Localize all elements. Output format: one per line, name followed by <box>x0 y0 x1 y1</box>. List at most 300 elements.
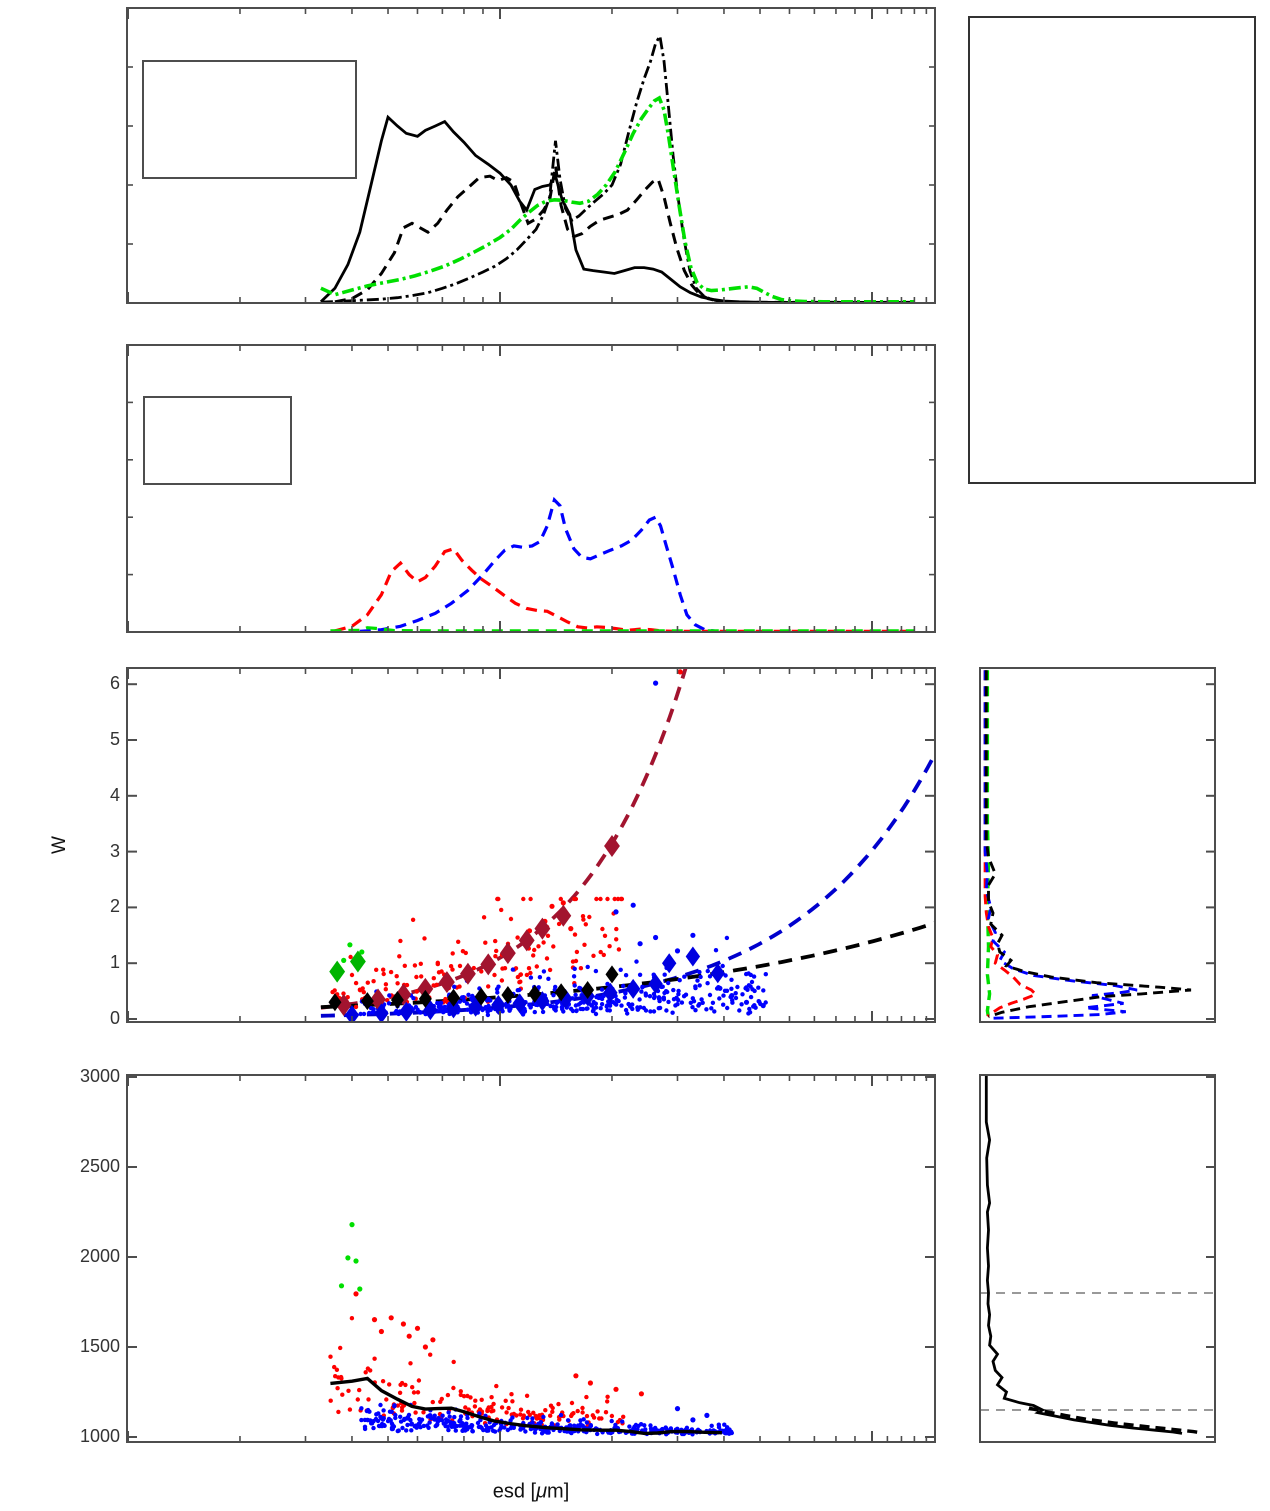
floc-points <box>697 1002 701 1006</box>
floc-points <box>359 1418 363 1422</box>
floc-points <box>486 1004 490 1008</box>
floc-points <box>371 1419 375 1423</box>
red-outlier-point <box>639 1391 644 1396</box>
bedagg-points <box>368 1368 372 1372</box>
floc-points <box>492 1423 496 1427</box>
floc-points <box>539 1420 543 1424</box>
floc-points <box>672 997 676 1001</box>
bedagg-points <box>500 978 504 982</box>
bedagg-points <box>519 972 523 976</box>
floc-points <box>359 1406 363 1410</box>
bedagg-points <box>384 1397 388 1401</box>
floc-points <box>459 1414 463 1418</box>
floc-points <box>435 1001 439 1005</box>
bedagg-points <box>598 897 602 901</box>
bedagg-points <box>354 981 358 985</box>
bedagg-points <box>587 915 591 919</box>
bedagg-points <box>614 927 618 931</box>
bedagg-points <box>333 1374 337 1378</box>
diamond-bedagg-median <box>439 971 455 993</box>
floc-points <box>440 1414 444 1418</box>
floc-points <box>408 1418 412 1422</box>
bedagg-points <box>464 951 468 955</box>
floc-points <box>747 1007 751 1011</box>
floc-points <box>662 991 666 995</box>
bedagg-points <box>438 1400 442 1404</box>
bedagg-points <box>525 1394 529 1398</box>
floc-points <box>752 989 756 993</box>
bedagg-points <box>585 1414 589 1418</box>
d-y-tick-label: 3000 <box>79 1066 120 1086</box>
floc-points <box>648 994 652 998</box>
bedagg-points <box>570 1401 574 1405</box>
floc-points <box>680 1000 684 1004</box>
red-outlier-point <box>678 669 683 674</box>
bedagg-points <box>600 927 604 931</box>
floc-points <box>676 992 680 996</box>
floc-points <box>551 1004 555 1008</box>
floc-points <box>693 986 697 990</box>
floc-points <box>676 998 680 1002</box>
diamond-bedagg-median <box>500 942 516 964</box>
floc-points <box>722 1423 726 1427</box>
floc-points <box>418 1010 422 1014</box>
bedagg-points <box>493 954 497 958</box>
green-outlier-point <box>347 942 352 947</box>
bedagg-points <box>446 1393 450 1397</box>
floc-points <box>426 1426 430 1430</box>
bedagg-points <box>395 974 399 978</box>
floc-points <box>623 995 627 999</box>
bedagg-points <box>604 1410 608 1414</box>
floc-points <box>551 993 555 997</box>
blue-outlier-point <box>631 903 636 908</box>
bedagg-points <box>366 981 370 985</box>
floc-points <box>652 996 656 1000</box>
floc-points <box>449 1420 453 1424</box>
floc-points <box>450 1425 454 1429</box>
diamond-floc-median <box>662 953 676 973</box>
floc-points <box>538 975 542 979</box>
bedagg-points <box>397 954 401 958</box>
floc-points <box>362 1012 366 1016</box>
floc-points <box>441 1010 445 1014</box>
c-y-tick-label: 0 <box>109 1008 120 1028</box>
green-outlier-point <box>339 1283 344 1288</box>
floc-points <box>572 1424 576 1428</box>
floc-points <box>671 988 675 992</box>
bedagg-points <box>384 987 388 991</box>
floc-points <box>670 1011 674 1015</box>
bedagg-points <box>437 970 441 974</box>
red-outlier-point <box>407 1334 412 1339</box>
floc-points <box>460 995 464 999</box>
bedagg-points <box>350 1316 354 1320</box>
panel-b-x-ticks <box>128 345 926 632</box>
diamond-bedagg-median <box>604 835 620 857</box>
series-floc <box>360 500 718 631</box>
bedagg-points <box>372 1357 376 1361</box>
panel-a-plot-area <box>321 36 915 302</box>
floc-points <box>752 974 756 978</box>
floc-points <box>409 1428 413 1432</box>
bedagg-points <box>374 968 378 972</box>
panel-d-x-ticks <box>128 1075 926 1442</box>
red-outlier-point <box>549 904 554 909</box>
floc-points <box>678 978 682 982</box>
blue-outlier-point <box>729 993 734 998</box>
floc-points <box>623 991 627 995</box>
bedagg-points <box>605 1395 609 1399</box>
floc-points <box>663 973 667 977</box>
bedagg-points <box>496 897 500 901</box>
blue-outlier-point <box>704 1413 709 1418</box>
floc-points <box>400 1426 404 1430</box>
red-outlier-point <box>561 900 566 905</box>
floc-points <box>632 1425 636 1429</box>
bedagg-points <box>431 1400 435 1404</box>
floc-points <box>493 1429 497 1433</box>
blue-outlier-point <box>744 1000 749 1005</box>
floc-points <box>652 1009 656 1013</box>
bedagg-points <box>458 964 462 968</box>
bedagg-points <box>605 897 609 901</box>
floc-points <box>393 1413 397 1417</box>
green-outlier-point <box>345 1255 350 1260</box>
floc-points <box>729 987 733 991</box>
green-outlier-point <box>341 958 346 963</box>
bedagg-points <box>411 918 415 922</box>
floc-points <box>573 993 577 997</box>
blue-outlier-point <box>690 933 695 938</box>
bedagg-points <box>518 1412 522 1416</box>
red-outlier-point <box>568 926 573 931</box>
bedagg-points <box>613 897 617 901</box>
floc-points <box>620 1419 624 1423</box>
x-axis-label: esd [μm] <box>492 1480 570 1503</box>
bedagg-points <box>599 950 603 954</box>
floc-points <box>444 1420 448 1424</box>
floc-points <box>398 1415 402 1419</box>
bedagg-points <box>582 943 586 947</box>
bedagg-points <box>473 1404 477 1408</box>
bedagg-points <box>422 936 426 940</box>
floc-points <box>756 986 760 990</box>
bedagg-points <box>610 1414 614 1418</box>
floc-points <box>378 1403 382 1407</box>
density-median-line <box>330 1379 722 1434</box>
bedagg-points <box>479 969 483 973</box>
blue-outlier-point <box>717 986 722 991</box>
diamond-floc-median <box>626 979 640 999</box>
floc-points <box>635 1005 639 1009</box>
floc-points <box>695 978 699 982</box>
bedagg-points <box>382 972 386 976</box>
floc-points <box>574 1003 578 1007</box>
floc-points <box>446 1410 450 1414</box>
bedagg-points <box>528 897 532 901</box>
profile-all <box>986 670 1191 1017</box>
bedagg-points <box>410 1385 414 1389</box>
red-outlier-point <box>389 1315 394 1320</box>
bedagg-points <box>387 1382 391 1386</box>
bedagg-points <box>509 1392 513 1396</box>
bedagg-points <box>493 939 497 943</box>
panel-d-plot-area <box>328 1222 734 1437</box>
bedagg-points <box>451 951 455 955</box>
bedagg-points <box>398 939 402 943</box>
bedagg-points <box>335 1386 339 1390</box>
floc-points <box>735 985 739 989</box>
bedagg-points <box>548 1414 552 1418</box>
red-outlier-point <box>415 1326 420 1331</box>
bedagg-points <box>456 940 460 944</box>
floc-points <box>594 969 598 973</box>
bedagg-points <box>594 897 598 901</box>
red-outlier-point <box>613 1387 618 1392</box>
bedagg-points <box>340 1393 344 1397</box>
floc-points <box>690 1005 694 1009</box>
floc-points <box>525 1416 529 1420</box>
bedagg-points <box>364 1370 368 1374</box>
floc-points <box>634 959 638 963</box>
floc-points <box>600 987 604 991</box>
floc-points <box>477 1425 481 1429</box>
floc-points <box>379 1416 383 1420</box>
floc-points <box>452 1415 456 1419</box>
c-y-tick-label: 5 <box>109 729 120 749</box>
floc-points <box>394 1009 398 1013</box>
floc-points <box>761 988 765 992</box>
bedagg-points <box>416 1390 420 1394</box>
red-outlier-point <box>353 1291 358 1296</box>
bedagg-points <box>358 988 362 992</box>
bedagg-points <box>525 973 529 977</box>
floc-points <box>578 1418 582 1422</box>
bedagg-points <box>515 935 519 939</box>
floc-points <box>594 995 598 999</box>
bedagg-points <box>579 966 583 970</box>
bedagg-points <box>521 1416 525 1420</box>
floc-points <box>371 1426 375 1430</box>
bedagg-points <box>510 1399 514 1403</box>
c-y-tick-label: 1 <box>109 952 120 973</box>
bedagg-points <box>503 966 507 970</box>
blue-outlier-point <box>638 941 643 946</box>
floc-points <box>729 1430 733 1434</box>
bedagg-points <box>619 897 623 901</box>
floc-points <box>599 1006 603 1010</box>
bedagg-points <box>556 1402 560 1406</box>
floc-points <box>744 972 748 976</box>
panel-b-plot-area <box>330 500 914 631</box>
floc-points <box>749 995 753 999</box>
bedagg-points <box>400 1405 404 1409</box>
floc-points <box>579 1424 583 1428</box>
floc-points <box>644 1008 648 1012</box>
bedagg-points <box>354 1005 358 1009</box>
floc-points <box>739 1002 743 1006</box>
floc-points <box>589 1423 593 1427</box>
floc-points <box>628 1004 632 1008</box>
floc-points <box>614 1002 618 1006</box>
floc-points <box>725 1427 729 1431</box>
floc-points <box>413 1424 417 1428</box>
floc-points <box>521 1012 525 1016</box>
floc-points <box>428 1413 432 1417</box>
bedagg-points <box>575 950 579 954</box>
floc-points <box>709 1006 713 1010</box>
floc-points <box>466 993 470 997</box>
floc-points <box>485 1427 489 1431</box>
bedagg-points <box>546 934 550 938</box>
floc-points <box>399 1419 403 1423</box>
profile-bedagg <box>985 670 1036 1016</box>
panel-c-y-label: W <box>49 836 70 854</box>
floc-points <box>541 1010 545 1014</box>
bedagg-points <box>492 973 496 977</box>
bedagg-points <box>451 1386 455 1390</box>
floc-points <box>666 981 670 985</box>
bedagg-points <box>595 1409 599 1413</box>
panel-b-frame <box>127 345 935 632</box>
floc-points <box>559 1413 563 1417</box>
blue-outlier-point <box>675 1406 680 1411</box>
floc-points <box>366 1418 370 1422</box>
panel-f-plot-area <box>980 1076 1215 1434</box>
bedagg-points <box>381 968 385 972</box>
red-outlier-point <box>588 1380 593 1385</box>
bedagg-points <box>356 1397 360 1401</box>
bedagg-points <box>621 1415 625 1419</box>
bedagg-points <box>473 1399 477 1403</box>
c-y-tick-label: 3 <box>109 840 120 861</box>
floc-points <box>572 974 576 978</box>
green-outlier-point <box>357 1286 362 1291</box>
floc-points <box>594 1012 598 1016</box>
floc-points <box>729 978 733 982</box>
floc-points <box>752 1003 756 1007</box>
c-y-tick-label: 6 <box>109 673 120 694</box>
bedagg-points <box>413 1410 417 1414</box>
floc-points <box>708 974 712 978</box>
floc-points <box>382 1423 386 1427</box>
series-mass <box>335 166 915 303</box>
floc-points <box>495 987 499 991</box>
bedagg-points <box>486 984 490 988</box>
bedagg-points <box>357 1388 361 1392</box>
d-y-tick-label: 2500 <box>79 1156 120 1176</box>
diamond-floc-median <box>686 947 700 967</box>
bedagg-points <box>398 1391 402 1395</box>
red-outlier-point <box>423 1344 428 1349</box>
floc-points <box>642 1423 646 1427</box>
floc-points <box>595 1432 599 1436</box>
bedagg-points <box>574 897 578 901</box>
floc-points <box>387 1001 391 1005</box>
floc-points <box>367 1410 371 1414</box>
bedagg-points <box>491 1409 495 1413</box>
floc-points <box>530 1416 534 1420</box>
floc-points <box>371 1007 375 1011</box>
floc-points <box>706 969 710 973</box>
floc-points <box>529 975 533 979</box>
bedagg-points <box>489 1395 493 1399</box>
bedagg-points <box>480 1398 484 1402</box>
bedagg-points <box>328 1355 332 1359</box>
floc-points <box>458 1424 462 1428</box>
series-count <box>321 117 915 302</box>
bedagg-points <box>536 1416 540 1420</box>
floc-points <box>488 1008 492 1012</box>
floc-points <box>454 1428 458 1432</box>
bedagg-points <box>543 1408 547 1412</box>
profile-all-solid <box>986 1076 1182 1434</box>
floc-points <box>658 1006 662 1010</box>
floc-points <box>740 992 744 996</box>
d-y-tick-label: 1500 <box>79 1336 120 1356</box>
bedagg-points <box>487 1405 491 1409</box>
bedagg-points <box>603 934 607 938</box>
floc-points <box>640 985 644 989</box>
floc-points <box>418 1425 422 1429</box>
bedagg-points <box>436 962 440 966</box>
floc-points <box>418 1420 422 1424</box>
floc-points <box>721 993 725 997</box>
bedagg-points <box>494 949 498 953</box>
bedagg-points <box>614 937 618 941</box>
bedagg-points <box>519 1408 523 1412</box>
floc-points <box>471 1429 475 1433</box>
bedagg-points <box>506 1406 510 1410</box>
bedagg-points <box>548 968 552 972</box>
bedagg-points <box>414 975 418 979</box>
floc-points <box>585 1420 589 1424</box>
floc-points <box>390 1427 394 1431</box>
floc-points <box>744 985 748 989</box>
bedagg-points <box>500 1405 504 1409</box>
floc-points <box>404 1428 408 1432</box>
bedagg-points <box>605 1399 609 1403</box>
info-box <box>968 16 1256 484</box>
bedagg-points <box>551 1406 555 1410</box>
bedagg-points <box>576 1409 580 1413</box>
bedagg-points <box>580 1406 584 1410</box>
bedagg-points <box>509 917 513 921</box>
bedagg-points <box>541 940 545 944</box>
floc-points <box>764 972 768 976</box>
bedagg-points <box>527 966 531 970</box>
floc-points <box>662 997 666 1001</box>
c-y-tick-label: 2 <box>109 896 120 917</box>
floc-points <box>600 1002 604 1006</box>
floc-points <box>621 984 625 988</box>
floc-points <box>511 967 515 971</box>
bedagg-points <box>517 980 521 984</box>
floc-points <box>624 973 628 977</box>
floc-points <box>608 1008 612 1012</box>
floc-points <box>542 969 546 973</box>
bedagg-points <box>366 1397 370 1401</box>
bedagg-points <box>329 1399 333 1403</box>
diamond-bedagg-median <box>519 929 535 951</box>
panel-e-plot-area <box>985 670 1191 1018</box>
floc-points <box>705 981 709 985</box>
bedagg-points <box>428 1353 432 1357</box>
bedagg-points <box>483 941 487 945</box>
floc-points <box>397 1428 401 1432</box>
d-y-tick-label: 1000 <box>79 1426 120 1446</box>
